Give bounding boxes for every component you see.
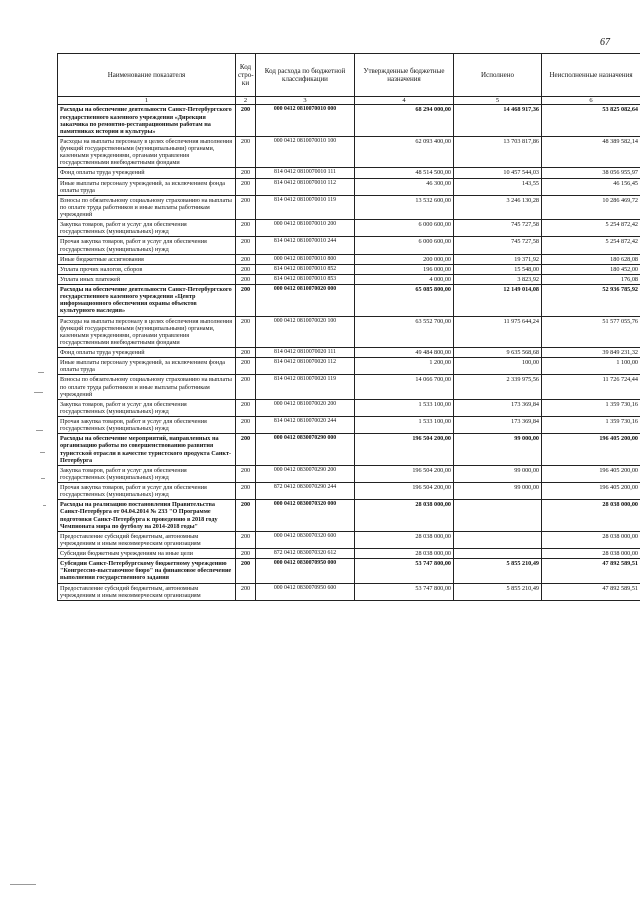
row-executed-cell: 745 727,58 bbox=[454, 237, 542, 254]
row-remaining-cell: 180 628,08 bbox=[542, 254, 640, 264]
row-line-code-cell: 200 bbox=[236, 237, 256, 254]
row-budget-code-cell: 814 0412 0810070010 111 bbox=[256, 168, 355, 178]
row-line-code-cell: 200 bbox=[236, 195, 256, 219]
row-approved-cell: 1 533 100,00 bbox=[355, 399, 454, 416]
row-budget-code-cell: 000 0412 0810070010 000 bbox=[256, 105, 355, 137]
table-row bbox=[58, 237, 640, 254]
scan-artifact bbox=[40, 452, 45, 453]
row-budget-code-cell: 814 0412 0810070020 244 bbox=[256, 417, 355, 434]
row-remaining-cell: 47 892 589,51 bbox=[542, 559, 640, 583]
row-budget-code-cell: 000 0412 0830070290 000 bbox=[256, 434, 355, 466]
row-name-cell: Иные бюджетные ассигнования bbox=[58, 254, 236, 264]
row-name-cell: Расходы на обеспечение деятельности Санкт-Петербургского государственного казенного учреждения «Центр информационного обеспечения охраны объектов культурного наследия» bbox=[58, 285, 236, 317]
scan-artifact bbox=[43, 505, 46, 506]
row-executed-cell: 19 371,92 bbox=[454, 254, 542, 264]
row-line-code-cell: 200 bbox=[236, 583, 256, 600]
row-line-code-cell: 200 bbox=[236, 285, 256, 317]
row-approved-cell: 1 533 100,00 bbox=[355, 417, 454, 434]
row-name-cell: Уплата иных платежей bbox=[58, 274, 236, 284]
row-executed-cell: 100,00 bbox=[454, 358, 542, 375]
row-budget-code-cell: 814 0412 0810070010 119 bbox=[256, 195, 355, 219]
row-name-cell: Взносы по обязательному социальному страхованию на выплаты по оплате труда работников и иные выплаты работникам учреждений bbox=[58, 375, 236, 399]
row-name-cell: Предоставление субсидий бюджетным, автономным учреждениям и иным некоммерческим организациям bbox=[58, 531, 236, 548]
header-approved: Утвержденные бюджетные назначения bbox=[355, 54, 454, 97]
row-name-cell: Субсидии бюджетным учреждениям на иные цели bbox=[58, 549, 236, 559]
row-remaining-cell: 180 452,00 bbox=[542, 264, 640, 274]
row-line-code-cell: 200 bbox=[236, 559, 256, 583]
row-executed-cell: 12 149 014,08 bbox=[454, 285, 542, 317]
row-remaining-cell: 196 405 200,00 bbox=[542, 465, 640, 482]
column-number: 3 bbox=[256, 97, 355, 105]
row-budget-code-cell: 000 0412 0830070320 600 bbox=[256, 531, 355, 548]
table-row bbox=[58, 358, 640, 375]
scan-artifact bbox=[38, 372, 44, 373]
row-executed-cell: 99 000,00 bbox=[454, 434, 542, 466]
row-budget-code-cell: 814 0412 0810070010 852 bbox=[256, 264, 355, 274]
row-executed-cell: 143,55 bbox=[454, 178, 542, 195]
scan-artifact bbox=[36, 430, 43, 431]
row-remaining-cell: 1 100,00 bbox=[542, 358, 640, 375]
row-remaining-cell: 53 825 082,64 bbox=[542, 105, 640, 137]
row-line-code-cell: 200 bbox=[236, 399, 256, 416]
column-number: 6 bbox=[542, 97, 640, 105]
row-approved-cell: 48 514 500,00 bbox=[355, 168, 454, 178]
row-remaining-cell: 176,08 bbox=[542, 274, 640, 284]
row-line-code-cell: 200 bbox=[236, 358, 256, 375]
row-approved-cell: 14 066 700,00 bbox=[355, 375, 454, 399]
row-executed-cell: 2 339 975,56 bbox=[454, 375, 542, 399]
row-line-code-cell: 200 bbox=[236, 531, 256, 548]
row-line-code-cell: 200 bbox=[236, 220, 256, 237]
row-line-code-cell: 200 bbox=[236, 375, 256, 399]
row-budget-code-cell: 814 0412 0810070020 119 bbox=[256, 375, 355, 399]
row-budget-code-cell: 000 0412 0810070010 200 bbox=[256, 220, 355, 237]
row-approved-cell: 6 000 600,00 bbox=[355, 237, 454, 254]
row-budget-code-cell: 000 0412 0810070010 100 bbox=[256, 136, 355, 168]
row-approved-cell: 53 747 800,00 bbox=[355, 559, 454, 583]
row-budget-code-cell: 814 0412 0810070010 853 bbox=[256, 274, 355, 284]
page-number: 67 bbox=[600, 37, 610, 48]
row-executed-cell bbox=[454, 549, 542, 559]
row-approved-cell: 196 504 200,00 bbox=[355, 434, 454, 466]
row-line-code-cell: 200 bbox=[236, 274, 256, 284]
row-budget-code-cell: 814 0412 0810070010 244 bbox=[256, 237, 355, 254]
table-row bbox=[58, 483, 640, 500]
row-name-cell: Расходы на обеспечение деятельности Санкт-Петербургского государственного казенного учреждения «Дирекция заказчика по ремонтно-реставрационным работам на памятниках истории и культуры» bbox=[58, 105, 236, 137]
row-name-cell: Прочая закупка товаров, работ и услуг для обеспечения государственных (муниципальных) нужд bbox=[58, 483, 236, 500]
table-row bbox=[58, 195, 640, 219]
row-budget-code-cell: 814 0412 0810070020 112 bbox=[256, 358, 355, 375]
row-name-cell: Расходы на реализацию постановления Правительства Санкт-Петербурга от 04.04.2014 № 233 "О Программе подготовки Санкт-Петербурга к проведению в 2018 году Чемпионата мира по футболу на 2014-2018 годы" bbox=[58, 500, 236, 532]
row-approved-cell: 65 085 800,00 bbox=[355, 285, 454, 317]
row-budget-code-cell: 000 0412 0830070950 000 bbox=[256, 559, 355, 583]
row-remaining-cell: 10 286 469,72 bbox=[542, 195, 640, 219]
row-line-code-cell: 200 bbox=[236, 254, 256, 264]
table-row bbox=[58, 559, 640, 583]
table-row bbox=[58, 549, 640, 559]
row-budget-code-cell: 000 0412 0810070020 200 bbox=[256, 399, 355, 416]
row-executed-cell: 9 635 568,68 bbox=[454, 348, 542, 358]
row-approved-cell: 1 200,00 bbox=[355, 358, 454, 375]
table-row bbox=[58, 136, 640, 168]
row-line-code-cell: 200 bbox=[236, 264, 256, 274]
budget-execution-table bbox=[57, 53, 640, 601]
row-executed-cell: 13 703 817,86 bbox=[454, 136, 542, 168]
row-line-code-cell: 200 bbox=[236, 178, 256, 195]
row-remaining-cell: 5 254 872,42 bbox=[542, 220, 640, 237]
row-name-cell: Фонд оплаты труда учреждений bbox=[58, 168, 236, 178]
row-budget-code-cell: 000 0412 0830070320 000 bbox=[256, 500, 355, 532]
table-row bbox=[58, 168, 640, 178]
row-budget-code-cell: 000 0412 0830070950 600 bbox=[256, 583, 355, 600]
row-remaining-cell: 46 156,45 bbox=[542, 178, 640, 195]
table-row bbox=[58, 264, 640, 274]
row-remaining-cell: 1 359 730,16 bbox=[542, 417, 640, 434]
row-approved-cell: 6 000 600,00 bbox=[355, 220, 454, 237]
row-budget-code-cell: 814 0412 0810070010 112 bbox=[256, 178, 355, 195]
row-line-code-cell: 200 bbox=[236, 105, 256, 137]
row-line-code-cell: 200 bbox=[236, 348, 256, 358]
row-executed-cell: 3 823,92 bbox=[454, 274, 542, 284]
row-budget-code-cell: 000 0412 0810070020 000 bbox=[256, 285, 355, 317]
row-remaining-cell: 11 726 724,44 bbox=[542, 375, 640, 399]
header-executed: Исполнено bbox=[454, 54, 542, 97]
row-name-cell: Прочая закупка товаров, работ и услуг для обеспечения государственных (муниципальных) нужд bbox=[58, 417, 236, 434]
row-name-cell: Взносы по обязательному социальному страхованию на выплаты по оплате труда работников и иные выплаты работникам учреждений bbox=[58, 195, 236, 219]
table-body bbox=[58, 105, 640, 600]
header-indicator-name: Наименование показателя bbox=[58, 54, 236, 97]
row-line-code-cell: 200 bbox=[236, 136, 256, 168]
row-budget-code-cell: 872 0412 0830070290 244 bbox=[256, 483, 355, 500]
row-name-cell: Прочая закупка товаров, работ и услуг для обеспечения государственных (муниципальных) нужд bbox=[58, 237, 236, 254]
table-row bbox=[58, 465, 640, 482]
row-line-code-cell: 200 bbox=[236, 500, 256, 532]
row-remaining-cell: 5 254 872,42 bbox=[542, 237, 640, 254]
row-executed-cell: 5 855 210,49 bbox=[454, 559, 542, 583]
row-executed-cell: 173 369,84 bbox=[454, 417, 542, 434]
header-budget-code: Код расхода по бюджетной классификации bbox=[256, 54, 355, 97]
table-row bbox=[58, 285, 640, 317]
row-name-cell: Закупка товаров, работ и услуг для обеспечения государственных (муниципальных) нужд bbox=[58, 220, 236, 237]
row-name-cell: Предоставление субсидий бюджетным, автономным учреждениям и иным некоммерческим организациям bbox=[58, 583, 236, 600]
row-approved-cell: 62 093 400,00 bbox=[355, 136, 454, 168]
row-executed-cell: 5 855 210,49 bbox=[454, 583, 542, 600]
table-row bbox=[58, 531, 640, 548]
row-remaining-cell: 196 405 200,00 bbox=[542, 483, 640, 500]
row-budget-code-cell: 000 0412 0810070020 100 bbox=[256, 316, 355, 348]
row-name-cell: Закупка товаров, работ и услуг для обеспечения государственных (муниципальных) нужд bbox=[58, 399, 236, 416]
row-line-code-cell: 200 bbox=[236, 168, 256, 178]
row-line-code-cell: 200 bbox=[236, 434, 256, 466]
row-budget-code-cell: 000 0412 0830070290 200 bbox=[256, 465, 355, 482]
row-name-cell: Иные выплаты персоналу учреждений, за исключением фонда оплаты труда bbox=[58, 358, 236, 375]
table-row bbox=[58, 399, 640, 416]
row-remaining-cell: 28 038 000,00 bbox=[542, 500, 640, 532]
row-budget-code-cell: 872 0412 0830070320 612 bbox=[256, 549, 355, 559]
row-approved-cell: 196 504 200,00 bbox=[355, 483, 454, 500]
table-row bbox=[58, 254, 640, 264]
table-row bbox=[58, 375, 640, 399]
row-remaining-cell: 39 849 231,32 bbox=[542, 348, 640, 358]
row-name-cell: Расходы на обеспечение мероприятий, направленных на организацию работы по совершенствованию развития туристской отрасли в качестве туристского продукта Санкт-Петербурга bbox=[58, 434, 236, 466]
row-approved-cell: 196 000,00 bbox=[355, 264, 454, 274]
table-row bbox=[58, 220, 640, 237]
row-remaining-cell: 28 038 000,00 bbox=[542, 531, 640, 548]
row-approved-cell: 46 300,00 bbox=[355, 178, 454, 195]
row-executed-cell: 173 369,84 bbox=[454, 399, 542, 416]
row-executed-cell: 99 000,00 bbox=[454, 465, 542, 482]
row-approved-cell: 49 484 800,00 bbox=[355, 348, 454, 358]
row-executed-cell: 3 246 130,28 bbox=[454, 195, 542, 219]
header-line-code: Код стро-ки bbox=[236, 54, 256, 97]
table-row bbox=[58, 500, 640, 532]
row-line-code-cell: 200 bbox=[236, 316, 256, 348]
row-executed-cell bbox=[454, 531, 542, 548]
row-executed-cell: 99 000,00 bbox=[454, 483, 542, 500]
row-approved-cell: 28 038 000,00 bbox=[355, 531, 454, 548]
row-approved-cell: 4 000,00 bbox=[355, 274, 454, 284]
row-remaining-cell: 28 038 000,00 bbox=[542, 549, 640, 559]
row-executed-cell: 14 468 917,36 bbox=[454, 105, 542, 137]
row-remaining-cell: 51 577 055,76 bbox=[542, 316, 640, 348]
row-approved-cell: 28 038 000,00 bbox=[355, 549, 454, 559]
row-approved-cell: 53 747 800,00 bbox=[355, 583, 454, 600]
table-row bbox=[58, 583, 640, 600]
row-name-cell: Расходы на выплаты персоналу в целях обеспечения выполнения функций государственными (муниципальными) органами, казенными учреждениями, органами управления государственными внебюджетными фондами bbox=[58, 136, 236, 168]
row-approved-cell: 196 504 200,00 bbox=[355, 465, 454, 482]
table-row bbox=[58, 316, 640, 348]
row-name-cell: Закупка товаров, работ и услуг для обеспечения государственных (муниципальных) нужд bbox=[58, 465, 236, 482]
column-number: 5 bbox=[454, 97, 542, 105]
scan-artifact bbox=[34, 392, 43, 393]
row-approved-cell: 13 532 600,00 bbox=[355, 195, 454, 219]
row-remaining-cell: 52 936 785,92 bbox=[542, 285, 640, 317]
header-remaining: Неисполненные назначения bbox=[542, 54, 640, 97]
row-executed-cell bbox=[454, 500, 542, 532]
row-remaining-cell: 38 056 955,97 bbox=[542, 168, 640, 178]
row-budget-code-cell: 814 0412 0810070020 111 bbox=[256, 348, 355, 358]
row-executed-cell: 15 548,00 bbox=[454, 264, 542, 274]
row-approved-cell: 28 038 000,00 bbox=[355, 500, 454, 532]
table-row bbox=[58, 434, 640, 466]
row-name-cell: Расходы на выплаты персоналу в целях обеспечения выполнения функций государственными (муниципальными) органами, казенными учреждениями, органами управления государственными внебюджетными фондами bbox=[58, 316, 236, 348]
row-approved-cell: 63 552 700,00 bbox=[355, 316, 454, 348]
row-approved-cell: 68 294 000,00 bbox=[355, 105, 454, 137]
scan-artifact bbox=[10, 884, 36, 885]
column-number: 1 bbox=[58, 97, 236, 105]
column-number: 4 bbox=[355, 97, 454, 105]
row-name-cell: Фонд оплаты труда учреждений bbox=[58, 348, 236, 358]
table-row bbox=[58, 178, 640, 195]
row-remaining-cell: 48 389 582,14 bbox=[542, 136, 640, 168]
row-budget-code-cell: 000 0412 0810070010 800 bbox=[256, 254, 355, 264]
table-row bbox=[58, 417, 640, 434]
table-row bbox=[58, 348, 640, 358]
row-approved-cell: 200 000,00 bbox=[355, 254, 454, 264]
row-executed-cell: 745 727,58 bbox=[454, 220, 542, 237]
row-remaining-cell: 196 405 200,00 bbox=[542, 434, 640, 466]
column-number: 2 bbox=[236, 97, 256, 105]
row-executed-cell: 10 457 544,03 bbox=[454, 168, 542, 178]
row-remaining-cell: 47 892 589,51 bbox=[542, 583, 640, 600]
row-line-code-cell: 200 bbox=[236, 417, 256, 434]
table-row bbox=[58, 274, 640, 284]
row-remaining-cell: 1 359 730,16 bbox=[542, 399, 640, 416]
row-line-code-cell: 200 bbox=[236, 549, 256, 559]
row-name-cell: Уплата прочих налогов, сборов bbox=[58, 264, 236, 274]
row-executed-cell: 11 975 644,24 bbox=[454, 316, 542, 348]
table-row bbox=[58, 105, 640, 137]
scan-artifact bbox=[41, 478, 45, 479]
row-line-code-cell: 200 bbox=[236, 465, 256, 482]
row-name-cell: Субсидии Санкт-Петербургскому бюджетному учреждению "Конгрессно-выставочное бюро" на финансовое обеспечение выполнения государственного задания bbox=[58, 559, 236, 583]
row-line-code-cell: 200 bbox=[236, 483, 256, 500]
row-name-cell: Иные выплаты персоналу учреждений, за исключением фонда оплаты труда bbox=[58, 178, 236, 195]
